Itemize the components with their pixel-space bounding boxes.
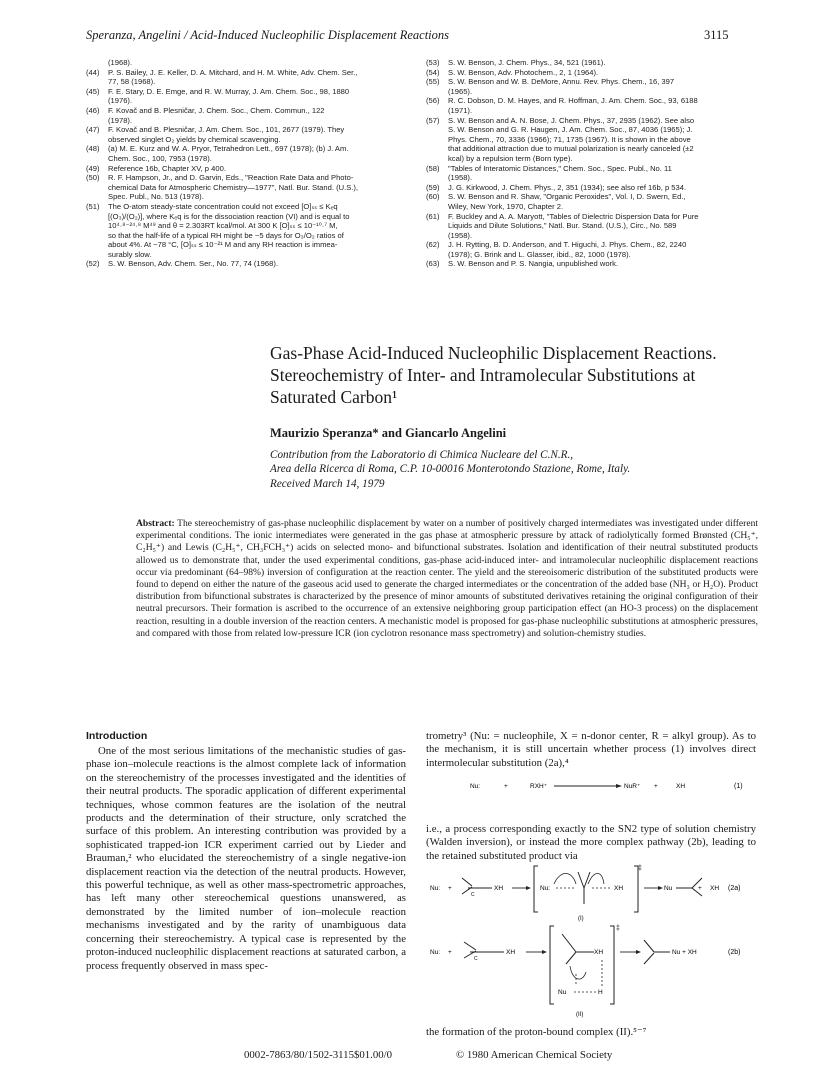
reference-line [86, 192, 408, 202]
footer-code: 0002-7863/80/1502-3115$01.00/0 [244, 1049, 393, 1061]
received-date: Received March 14, 1979 [270, 477, 385, 490]
eq1-rxh: RXH⁺ [530, 783, 548, 790]
reference-text: "Tables of Interatomic Distances," Chem. Soc., Spec. Publ., No. 11 [448, 163, 672, 173]
reference-line [86, 96, 408, 106]
reference-text: S. W. Benson and G. R. Haugen, J. Am. Chem. Soc., 87, 4036 (1965); J. [448, 125, 693, 135]
reference-line [86, 173, 408, 183]
reference-line [426, 164, 756, 174]
reference-text: [(O₃)/(O₂)], where Kₑq is for the dissociation reaction (VI) and is equal to [108, 211, 350, 221]
reference-number: (47) [86, 125, 100, 135]
reference-line [86, 87, 408, 97]
reference-text: (1958). [448, 173, 473, 183]
reference-number [426, 202, 448, 212]
reference-line [426, 240, 756, 250]
eq2a-xh: XH [494, 885, 504, 892]
reference-text: chemical Data for Atmospheric Chemistry—1977", Natl. Bur. Stand. (U.S.), [108, 182, 359, 192]
reference-line [426, 125, 756, 135]
eq1-plus: + [504, 783, 508, 790]
reference-number [426, 87, 448, 97]
eq2b-nu: Nu: [430, 949, 441, 956]
affiliation-line-1: Contribution from the Laboratorio di Chimica Nucleare del C.N.R., [270, 449, 574, 461]
abstract [136, 518, 758, 640]
reference-line [86, 183, 408, 193]
eq2a-number: (2a) [728, 885, 741, 892]
reference-line [426, 77, 756, 87]
reference-number [86, 58, 108, 68]
reference-line [426, 202, 756, 212]
reference-line [86, 221, 408, 231]
reference-text: P. S. Bailey, J. E. Keller, D. A. Mitchard, and H. M. White, Adv. Chem. Ser., [108, 67, 358, 77]
reference-text: (1976). [108, 96, 133, 106]
reference-number [86, 77, 108, 87]
reference-text: F. Kovač and B. Plesničar, J. Am. Chem. Soc., 101, 2677 (1979). They [108, 125, 345, 135]
reference-line [86, 68, 408, 78]
eq2b-complex-nu: Nu [558, 989, 567, 996]
reference-number: (50) [86, 173, 100, 183]
reference-number [426, 231, 448, 241]
article-title: Gas-Phase Acid-Induced Nucleophilic Displacement Reactions. Stereochemistry of Inter- and Intramolecular Substitutions at Saturated Carbon¹ [270, 343, 717, 407]
reference-line [426, 231, 756, 241]
reference-number: (61) [426, 211, 440, 221]
reference-number: (52) [86, 259, 100, 269]
reference-number: (62) [426, 240, 440, 250]
reference-text: Wiley, New York, 1970, Chapter 2. [448, 201, 564, 211]
eq2b-dagger: ‡ [616, 925, 620, 932]
intro-left-column [86, 745, 406, 973]
reference-line [426, 116, 756, 126]
reference-line [426, 221, 756, 231]
reference-line [426, 135, 756, 145]
reference-number [86, 231, 108, 241]
page-number: 3115 [704, 28, 729, 42]
reference-text: R. C. Dobson, D. M. Hayes, and R. Hoffman, J. Am. Chem. Soc., 93, 6188 [448, 96, 698, 106]
reference-line [426, 212, 756, 222]
reference-number [426, 221, 448, 231]
reference-text: that additional attraction due to mutual polarization is nearly canceled (±2 [448, 144, 694, 154]
reference-text: S. W. Benson, J. Chem. Phys., 34, 521 (1961). [448, 58, 606, 67]
eq1-xh: XH [676, 783, 686, 790]
reference-text: 10⁴·⁸⁻²⁴·⁸ M⁴⁹ and θ = 2.303RT kcal/mol. At 300 K [O]ₛₛ ≤ 10⁻¹⁰·⁷ M, [108, 221, 338, 231]
reference-line [86, 144, 408, 154]
eq2a-label: (I) [578, 916, 584, 922]
reference-text: Reference 16b, Chapter XV, p 400. [108, 163, 226, 173]
running-title: Speranza, Angelini / Acid-Induced Nucleophilic Displacement Reactions [86, 28, 450, 42]
reference-text: kcal) by a repulsion term (Born type). [448, 153, 573, 163]
reference-text: (1971). [448, 105, 473, 115]
reference-number: (59) [426, 182, 440, 192]
abstract-text: The stereochemistry of gas-phase nucleophilic displacement by water on a number of positively charged intermediates was investigated under different experimental conditions. The ionic intermediates were generated in the gas phase at atmospheric pressure by attack of radiolytically formed Brønsted (CH₅⁺, C₂H₅⁺) and Lewis (C₂H₅⁺, CH₃FCH₃⁺) acids on selected mono- and bifunctional substrates. Isolation and identification of their neutral substituted products allowed us to demonstrate that, under the used experimental conditions, gas-phase acid-induced inter- and intramolecular nucleophilic displacement reactions occur via predominant (64–98%) inversion of configuration at the reaction center. The yield and the stereoisomeric distribution of the substituted products were found to depend on either the nature of the gaseous acid used to generate the charged intermediates or the concentration of the added base (NH₃ or H₂O). Product distribution from bifunctional substrates is characterized by the presence of minor amounts of substituted derivatives retaining the original configuration of their neutral precursors. Their formation is ascribed to the occurrence of an extensive neighboring group participation effect (an HO-3 process) on the displacement reaction, resulting in a double inversion of the reaction centers. A mechanistic model is proposed for gas-phase nucleophilic substitutions at atmospheric pressures, and compared with those from related low-pressure ICR (ion cyclotron resonance mass spectrometry) and solution-chemistry studies. [136, 518, 758, 639]
svg-text:+: + [448, 949, 452, 956]
reference-text: The O-atom steady-state concentration could not exceed [O]ₛₛ ≤ Kₑq [108, 201, 338, 211]
reference-line [426, 250, 756, 260]
svg-text:+: + [698, 885, 702, 892]
reference-line [86, 250, 408, 260]
reference-text: Phys. Chem., 70, 3336 (1966); 71, 1735 (1967). It is shown in the above [448, 134, 691, 144]
eq2b-xh: XH [506, 949, 516, 956]
reference-number [86, 183, 108, 193]
reference-number: (53) [426, 58, 440, 67]
reference-number: (55) [426, 77, 440, 87]
reference-text: Liquids and Dilute Solutions," Natl. Bur. Stand. (U.S.), Circ., No. 589 [448, 221, 677, 231]
reference-text: Chem. Soc., 100, 7953 (1978). [108, 153, 212, 163]
reference-text: S. W. Benson, Adv. Chem. Ser., No. 77, 74 (1968). [108, 259, 278, 269]
reference-number: (45) [86, 86, 100, 96]
reference-text: (a) M. E. Kurz and W. A. Pryor, Tetrahedron Lett., 697 (1978); (b) J. Am. [108, 144, 349, 154]
reference-text: S. W. Benson and W. B. DeMore, Annu. Rev. Phys. Chem., 16, 397 [448, 77, 675, 87]
eq2b-complex-xh: XH [594, 949, 604, 956]
reference-text: S. W. Benson and A. N. Bose, J. Chem. Phys., 37, 2935 (1962). See also [448, 115, 695, 125]
reference-text: R. F. Hampson, Jr., and D. Garvin, Eds., "Reaction Rate Data and Photo- [108, 173, 354, 183]
reference-number [426, 250, 448, 260]
reference-text: (1958). [448, 230, 473, 240]
eq2a-dagger: ‡ [638, 865, 642, 872]
references-right-column [426, 58, 756, 269]
reference-number [86, 116, 108, 126]
reference-line [426, 106, 756, 116]
reference-text: observed singlet O₂ yields by chemical scavenging. [108, 134, 281, 144]
eq1-number: (1) [734, 783, 743, 790]
eq2a-nu: Nu: [430, 885, 441, 892]
intro-heading: Introduction [86, 730, 148, 742]
svg-text:+: + [448, 885, 452, 892]
reference-text: (1978); G. Brink and L. Glasser, ibid., 82, 1000 (1978). [448, 249, 631, 259]
reference-number: (58) [426, 163, 440, 173]
reference-line [86, 231, 408, 241]
reference-line [426, 173, 756, 183]
reference-text: F. Kovač and B. Plesničar, J. Chem. Soc., Chem. Commun., 122 [108, 105, 325, 115]
reference-text: about 4%. At −78 °C, [O]ₛₛ ≤ 10⁻²¹ M and any RH reaction is immea- [108, 240, 338, 250]
reference-number: (46) [86, 105, 100, 115]
reference-text: S. W. Benson and R. Shaw, "Organic Peroxides", Vol. I, D. Swern, Ed., [448, 192, 686, 202]
reference-line [86, 164, 408, 174]
intro-right-top: trometry³ (Nu: = nucleophile, X = n-donor center, R = alkyl group). As to the mechanism, it is still uncertain whether process (1) involves direct intermolecular substitution (2a),⁴ [426, 730, 756, 769]
reference-line [426, 96, 756, 106]
footer-copyright: © 1980 American Chemical Society [456, 1049, 613, 1061]
reference-number: (51) [86, 201, 100, 211]
reference-line [426, 144, 756, 154]
intro-right-mid: i.e., a process corresponding exactly to the SN2 type of solution chemistry (Walden inversion), or instead the more complex pathway (2b), leading to the retained substituted product via [426, 823, 756, 862]
reference-line [426, 68, 756, 78]
reference-number [426, 135, 448, 145]
reference-line [426, 192, 756, 202]
reference-number [426, 106, 448, 116]
reference-line [426, 58, 756, 68]
equation-2b [426, 924, 756, 1020]
references-left-column [86, 58, 408, 269]
svg-text:C: C [471, 892, 475, 898]
reference-number: (49) [86, 163, 100, 173]
eq1-arrowhead [616, 784, 622, 788]
eq2a-product-nu: Nu [664, 885, 673, 892]
reference-line [86, 212, 408, 222]
reference-line [86, 154, 408, 164]
reference-number: (48) [86, 144, 100, 154]
reference-line [426, 154, 756, 164]
reference-text: 77, 58 (1968). [108, 77, 156, 87]
reference-line [426, 183, 756, 193]
reference-number: (60) [426, 192, 440, 202]
equation-2a [426, 862, 756, 922]
eq2a-ts-nu: Nu: [540, 885, 551, 892]
reference-number [86, 154, 108, 164]
reference-line [86, 202, 408, 212]
reference-number [86, 212, 108, 222]
reference-text: Spec. Publ., No. 513 (1978). [108, 192, 204, 202]
intro-right-bottom: the formation of the proton-bound complex (II).⁵⁻⁷ [426, 1026, 647, 1038]
eq2b-product: Nu + XH [672, 949, 697, 956]
affiliation-line-2: Area della Ricerca di Roma, C.P. 10-00016 Monterotondo Stazione, Rome, Italy. [270, 463, 631, 476]
reference-number: (63) [426, 259, 440, 269]
reference-text: surably slow. [108, 249, 152, 259]
reference-number [86, 135, 108, 145]
affiliation [270, 448, 710, 491]
reference-line [86, 240, 408, 250]
reference-text: (1968). [108, 58, 133, 67]
eq1-nur: NuR⁺ [624, 783, 641, 790]
eq2a-ts-xh: XH [614, 885, 624, 892]
reference-number [426, 144, 448, 154]
reference-number [86, 240, 108, 250]
reference-text: (1965). [448, 86, 473, 96]
reference-text: so that the half-life of a typical RH might be ~5 days for O₃/O₂ ratios of [108, 230, 344, 240]
authors: Maurizio Speranza* and Giancarlo Angelini [270, 426, 507, 440]
svg-text:+: + [654, 783, 658, 790]
reference-number [86, 192, 108, 202]
reference-text: F. Buckley and A. A. Maryott, "Tables of Dielectric Dispersion Data for Pure [448, 211, 699, 221]
reference-line [86, 125, 408, 135]
eq2a-product-xh: XH [710, 885, 720, 892]
svg-text:C: C [474, 956, 478, 962]
eq2b-complex-h: H [598, 989, 603, 996]
reference-text: S. W. Benson and P. S. Nangia, unpublished work. [448, 259, 618, 269]
reference-line [86, 106, 408, 116]
reference-line [86, 58, 408, 68]
reference-text: S. W. Benson, Adv. Photochem., 2, 1 (1964). [448, 67, 599, 77]
reference-text: J. H. Rytting, B. D. Anderson, and T. Higuchi, J. Phys. Chem., 82, 2240 [448, 240, 687, 250]
eq1-nu: Nu: [470, 783, 481, 790]
reference-number: (57) [426, 115, 440, 125]
reference-text: (1978). [108, 115, 133, 125]
reference-number [426, 125, 448, 135]
reference-text: J. G. Kirkwood, J. Chem. Phys., 2, 351 (1934); see also ref 16b, p 534. [448, 182, 687, 192]
reference-number: (56) [426, 96, 440, 106]
reference-number [86, 96, 108, 106]
reference-number [426, 173, 448, 183]
eq2b-number: (2b) [728, 949, 741, 956]
equation-1 [426, 774, 756, 796]
reference-number [86, 221, 108, 231]
reference-line [86, 259, 408, 269]
reference-line [426, 87, 756, 97]
reference-number [426, 154, 448, 164]
intro-paragraph-1: One of the most serious limitations of the mechanistic studies of gas-phase ion–molecule reactions is the almost complete lack of information on the stereochemistry of the processes investigated and the identities of their neutral products. The sporadic application of different experimental techniques, whose common features are the isolation of the neutral products and the determination of their structure, only scratched the surface of this problem. An interesting contribution was provided by a sophisticated trapped-ion ICR experiment carried out by Lieder and Brauman,² who elucidated the stereochemistry of a single negative-ion displacement reaction via the detection of the neutral products. However, this powerful technique, as well as other mass-spectrometric approaches, has left many other stereochemical questions unanswered, as demonstrated by the limited number of ion–molecule reaction mechanisms investigated and by the rarity of unambiguous data concerning their stereochemistry. A typical case is represented by the proton-induced nucleophilic displacement reactions at saturated carbon, a process frequently observed in mass spec- [86, 745, 406, 972]
reference-line [86, 116, 408, 126]
abstract-label: Abstract: [136, 518, 175, 529]
reference-text: F. E. Stary, D. E. Emge, and R. W. Murray, J. Am. Chem. Soc., 98, 1880 [108, 86, 350, 96]
eq2b-label: (II) [576, 1012, 584, 1018]
reference-line [86, 77, 408, 87]
reference-number [86, 250, 108, 260]
reference-number: (54) [426, 67, 440, 77]
reference-number: (44) [86, 67, 100, 77]
reference-line [426, 259, 756, 269]
reference-line [86, 135, 408, 145]
